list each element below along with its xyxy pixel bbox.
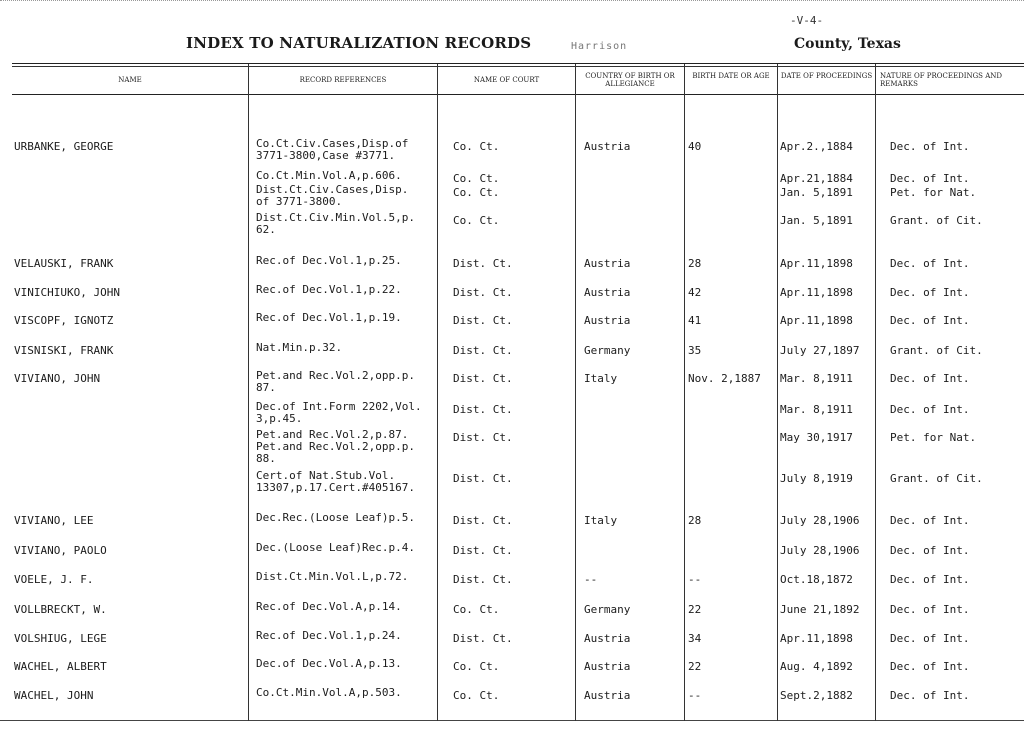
- record-birth: 41: [688, 314, 702, 327]
- record-court: Dist. Ct.: [453, 403, 513, 416]
- record-court: Co. Ct.: [453, 172, 500, 185]
- record-country: Austria: [584, 632, 631, 645]
- record-nature: Dec. of Int.: [890, 689, 970, 702]
- record-country: Austria: [584, 314, 631, 327]
- record-court: Dist. Ct.: [453, 431, 513, 444]
- record-nature: Dec. of Int.: [890, 403, 970, 416]
- record-reference: Co.Ct.Civ.Cases,Disp.of 3771-3800,Case #3771.: [256, 137, 409, 162]
- record-nature: Dec. of Int.: [890, 257, 970, 270]
- record-country: --: [584, 573, 598, 586]
- column-header-record-references: RECORD REFERENCES: [299, 76, 387, 84]
- record-nature: Dec. of Int.: [890, 603, 970, 616]
- column-header-nature: NATURE OF PROCEEDINGS AND REMARKS: [880, 72, 1002, 88]
- record-date: Apr.11,1898: [780, 257, 853, 270]
- record-country: Austria: [584, 257, 631, 270]
- record-reference: Pet.and Rec.Vol.2,opp.p. 87.: [256, 369, 415, 394]
- column-divider: [777, 64, 778, 721]
- record-birth: 40: [688, 140, 702, 153]
- record-court: Co. Ct.: [453, 689, 500, 702]
- record-name: URBANKE, GEORGE: [14, 140, 114, 153]
- page-title: INDEX TO NATURALIZATION RECORDS: [186, 34, 532, 52]
- column-header-country: COUNTRY OF BIRTH OR ALLEGIANCE: [585, 72, 675, 88]
- record-birth: 42: [688, 286, 702, 299]
- record-nature: Dec. of Int.: [890, 372, 970, 385]
- record-reference: Dec.of Dec.Vol.A,p.13.: [256, 657, 402, 670]
- record-name: VISCOPF, IGNOTZ: [14, 314, 114, 327]
- header-rule: [12, 94, 1024, 95]
- record-birth: --: [688, 573, 702, 586]
- record-date: Apr.11,1898: [780, 314, 853, 327]
- record-date: July 8,1919: [780, 472, 853, 485]
- record-date: July 28,1906: [780, 514, 860, 527]
- record-date: Oct.18,1872: [780, 573, 853, 586]
- record-nature: Pet. for Nat.: [890, 186, 977, 199]
- column-divider: [248, 64, 249, 721]
- record-date: June 21,1892: [780, 603, 860, 616]
- record-reference: Dec.(Loose Leaf)Rec.p.4.: [256, 541, 415, 554]
- record-nature: Dec. of Int.: [890, 514, 970, 527]
- record-name: VOLLBRECKT, W.: [14, 603, 107, 616]
- record-date: Jan. 5,1891: [780, 214, 853, 227]
- record-country: Italy: [584, 514, 618, 527]
- top-rule-secondary: [12, 66, 1024, 67]
- column-divider: [875, 64, 876, 721]
- record-country: Germany: [584, 603, 631, 616]
- record-date: May 30,1917: [780, 431, 853, 444]
- column-divider: [437, 64, 438, 721]
- record-name: VOLSHIUG, LEGE: [14, 632, 107, 645]
- record-nature: Dec. of Int.: [890, 632, 970, 645]
- record-nature: Grant. of Cit.: [890, 472, 983, 485]
- record-reference: Rec.of Dec.Vol.A,p.14.: [256, 600, 402, 613]
- record-date: Sept.2,1882: [780, 689, 853, 702]
- record-country: Italy: [584, 372, 618, 385]
- record-nature: Dec. of Int.: [890, 544, 970, 557]
- record-court: Dist. Ct.: [453, 514, 513, 527]
- record-birth: --: [688, 689, 702, 702]
- record-name: VELAUSKI, FRANK: [14, 257, 114, 270]
- column-divider: [684, 64, 685, 721]
- record-nature: Dec. of Int.: [890, 573, 970, 586]
- record-birth: Nov. 2,1887: [688, 372, 761, 385]
- record-court: Co. Ct.: [453, 603, 500, 616]
- record-court: Dist. Ct.: [453, 472, 513, 485]
- column-header-date: DATE OF PROCEEDINGS: [780, 72, 873, 80]
- record-nature: Dec. of Int.: [890, 172, 970, 185]
- record-reference: Dist.Ct.Civ.Min.Vol.5,p. 62.: [256, 211, 415, 236]
- record-reference: Nat.Min.p.32.: [256, 341, 343, 354]
- record-court: Dist. Ct.: [453, 344, 513, 357]
- column-divider: [575, 64, 576, 721]
- record-date: Jan. 5,1891: [780, 186, 853, 199]
- record-country: Austria: [584, 660, 631, 673]
- column-header-court: NAME OF COURT: [473, 76, 540, 84]
- column-header-birth: BIRTH DATE OR AGE: [692, 72, 770, 80]
- top-rule: [12, 63, 1024, 64]
- record-date: July 27,1897: [780, 344, 860, 357]
- record-country: Austria: [584, 140, 631, 153]
- record-date: Aug. 4,1892: [780, 660, 853, 673]
- record-reference: Dec.of Int.Form 2202,Vol. 3,p.45.: [256, 400, 422, 425]
- record-name: WACHEL, ALBERT: [14, 660, 107, 673]
- column-header-name: NAME: [118, 76, 142, 84]
- record-name: VIVIANO, JOHN: [14, 372, 101, 385]
- record-court: Dist. Ct.: [453, 286, 513, 299]
- record-birth: 35: [688, 344, 702, 357]
- record-reference: Co.Ct.Min.Vol.A,p.503.: [256, 686, 402, 699]
- record-nature: Grant. of Cit.: [890, 344, 983, 357]
- record-reference: Dist.Ct.Min.Vol.L,p.72.: [256, 570, 409, 583]
- record-reference: Co.Ct.Min.Vol.A,p.606.: [256, 169, 402, 182]
- record-court: Dist. Ct.: [453, 632, 513, 645]
- record-birth: 22: [688, 603, 702, 616]
- record-reference: Dist.Ct.Civ.Cases,Disp. of 3771-3800.: [256, 183, 409, 208]
- record-date: Apr.21,1884: [780, 172, 853, 185]
- record-reference: Pet.and Rec.Vol.2,p.87. Pet.and Rec.Vol.2,opp.p. 88.: [256, 428, 415, 465]
- record-date: July 28,1906: [780, 544, 860, 557]
- record-name: VOELE, J. F.: [14, 573, 94, 586]
- record-nature: Grant. of Cit.: [890, 214, 983, 227]
- record-court: Dist. Ct.: [453, 573, 513, 586]
- record-birth: 22: [688, 660, 702, 673]
- record-court: Dist. Ct.: [453, 372, 513, 385]
- record-name: VIVIANO, LEE: [14, 514, 94, 527]
- record-reference: Dec.Rec.(Loose Leaf)p.5.: [256, 511, 415, 524]
- record-date: Mar. 8,1911: [780, 372, 853, 385]
- record-birth: 28: [688, 514, 702, 527]
- record-court: Dist. Ct.: [453, 257, 513, 270]
- record-birth: 34: [688, 632, 702, 645]
- record-date: Apr.2.,1884: [780, 140, 853, 153]
- record-reference: Rec.of Dec.Vol.1,p.19.: [256, 311, 402, 324]
- record-birth: 28: [688, 257, 702, 270]
- record-date: Apr.11,1898: [780, 632, 853, 645]
- top-margin-marks: [0, 0, 1024, 5]
- record-name: WACHEL, JOHN: [14, 689, 94, 702]
- record-date: Apr.11,1898: [780, 286, 853, 299]
- county-name: Harrison: [571, 41, 628, 52]
- record-nature: Dec. of Int.: [890, 286, 970, 299]
- record-name: VIVIANO, PAOLO: [14, 544, 107, 557]
- record-nature: Dec. of Int.: [890, 314, 970, 327]
- record-court: Co. Ct.: [453, 140, 500, 153]
- record-country: Germany: [584, 344, 631, 357]
- record-court: Co. Ct.: [453, 186, 500, 199]
- county-label: County, Texas: [794, 36, 901, 52]
- record-nature: Dec. of Int.: [890, 140, 970, 153]
- record-reference: Rec.of Dec.Vol.1,p.24.: [256, 629, 402, 642]
- record-name: VINICHIUKO, JOHN: [14, 286, 120, 299]
- record-court: Dist. Ct.: [453, 544, 513, 557]
- record-court: Co. Ct.: [453, 660, 500, 673]
- record-reference: Rec.of Dec.Vol.1,p.25.: [256, 254, 402, 267]
- record-reference: Cert.of Nat.Stub.Vol. 13307,p.17.Cert.#405167.: [256, 469, 415, 494]
- record-country: Austria: [584, 689, 631, 702]
- bottom-rule: [0, 720, 1024, 721]
- record-court: Dist. Ct.: [453, 314, 513, 327]
- record-court: Co. Ct.: [453, 214, 500, 227]
- page-number: -V-4-: [790, 14, 824, 27]
- record-reference: Rec.of Dec.Vol.1,p.22.: [256, 283, 402, 296]
- record-nature: Pet. for Nat.: [890, 431, 977, 444]
- record-date: Mar. 8,1911: [780, 403, 853, 416]
- record-name: VISNISKI, FRANK: [14, 344, 114, 357]
- record-country: Austria: [584, 286, 631, 299]
- record-nature: Dec. of Int.: [890, 660, 970, 673]
